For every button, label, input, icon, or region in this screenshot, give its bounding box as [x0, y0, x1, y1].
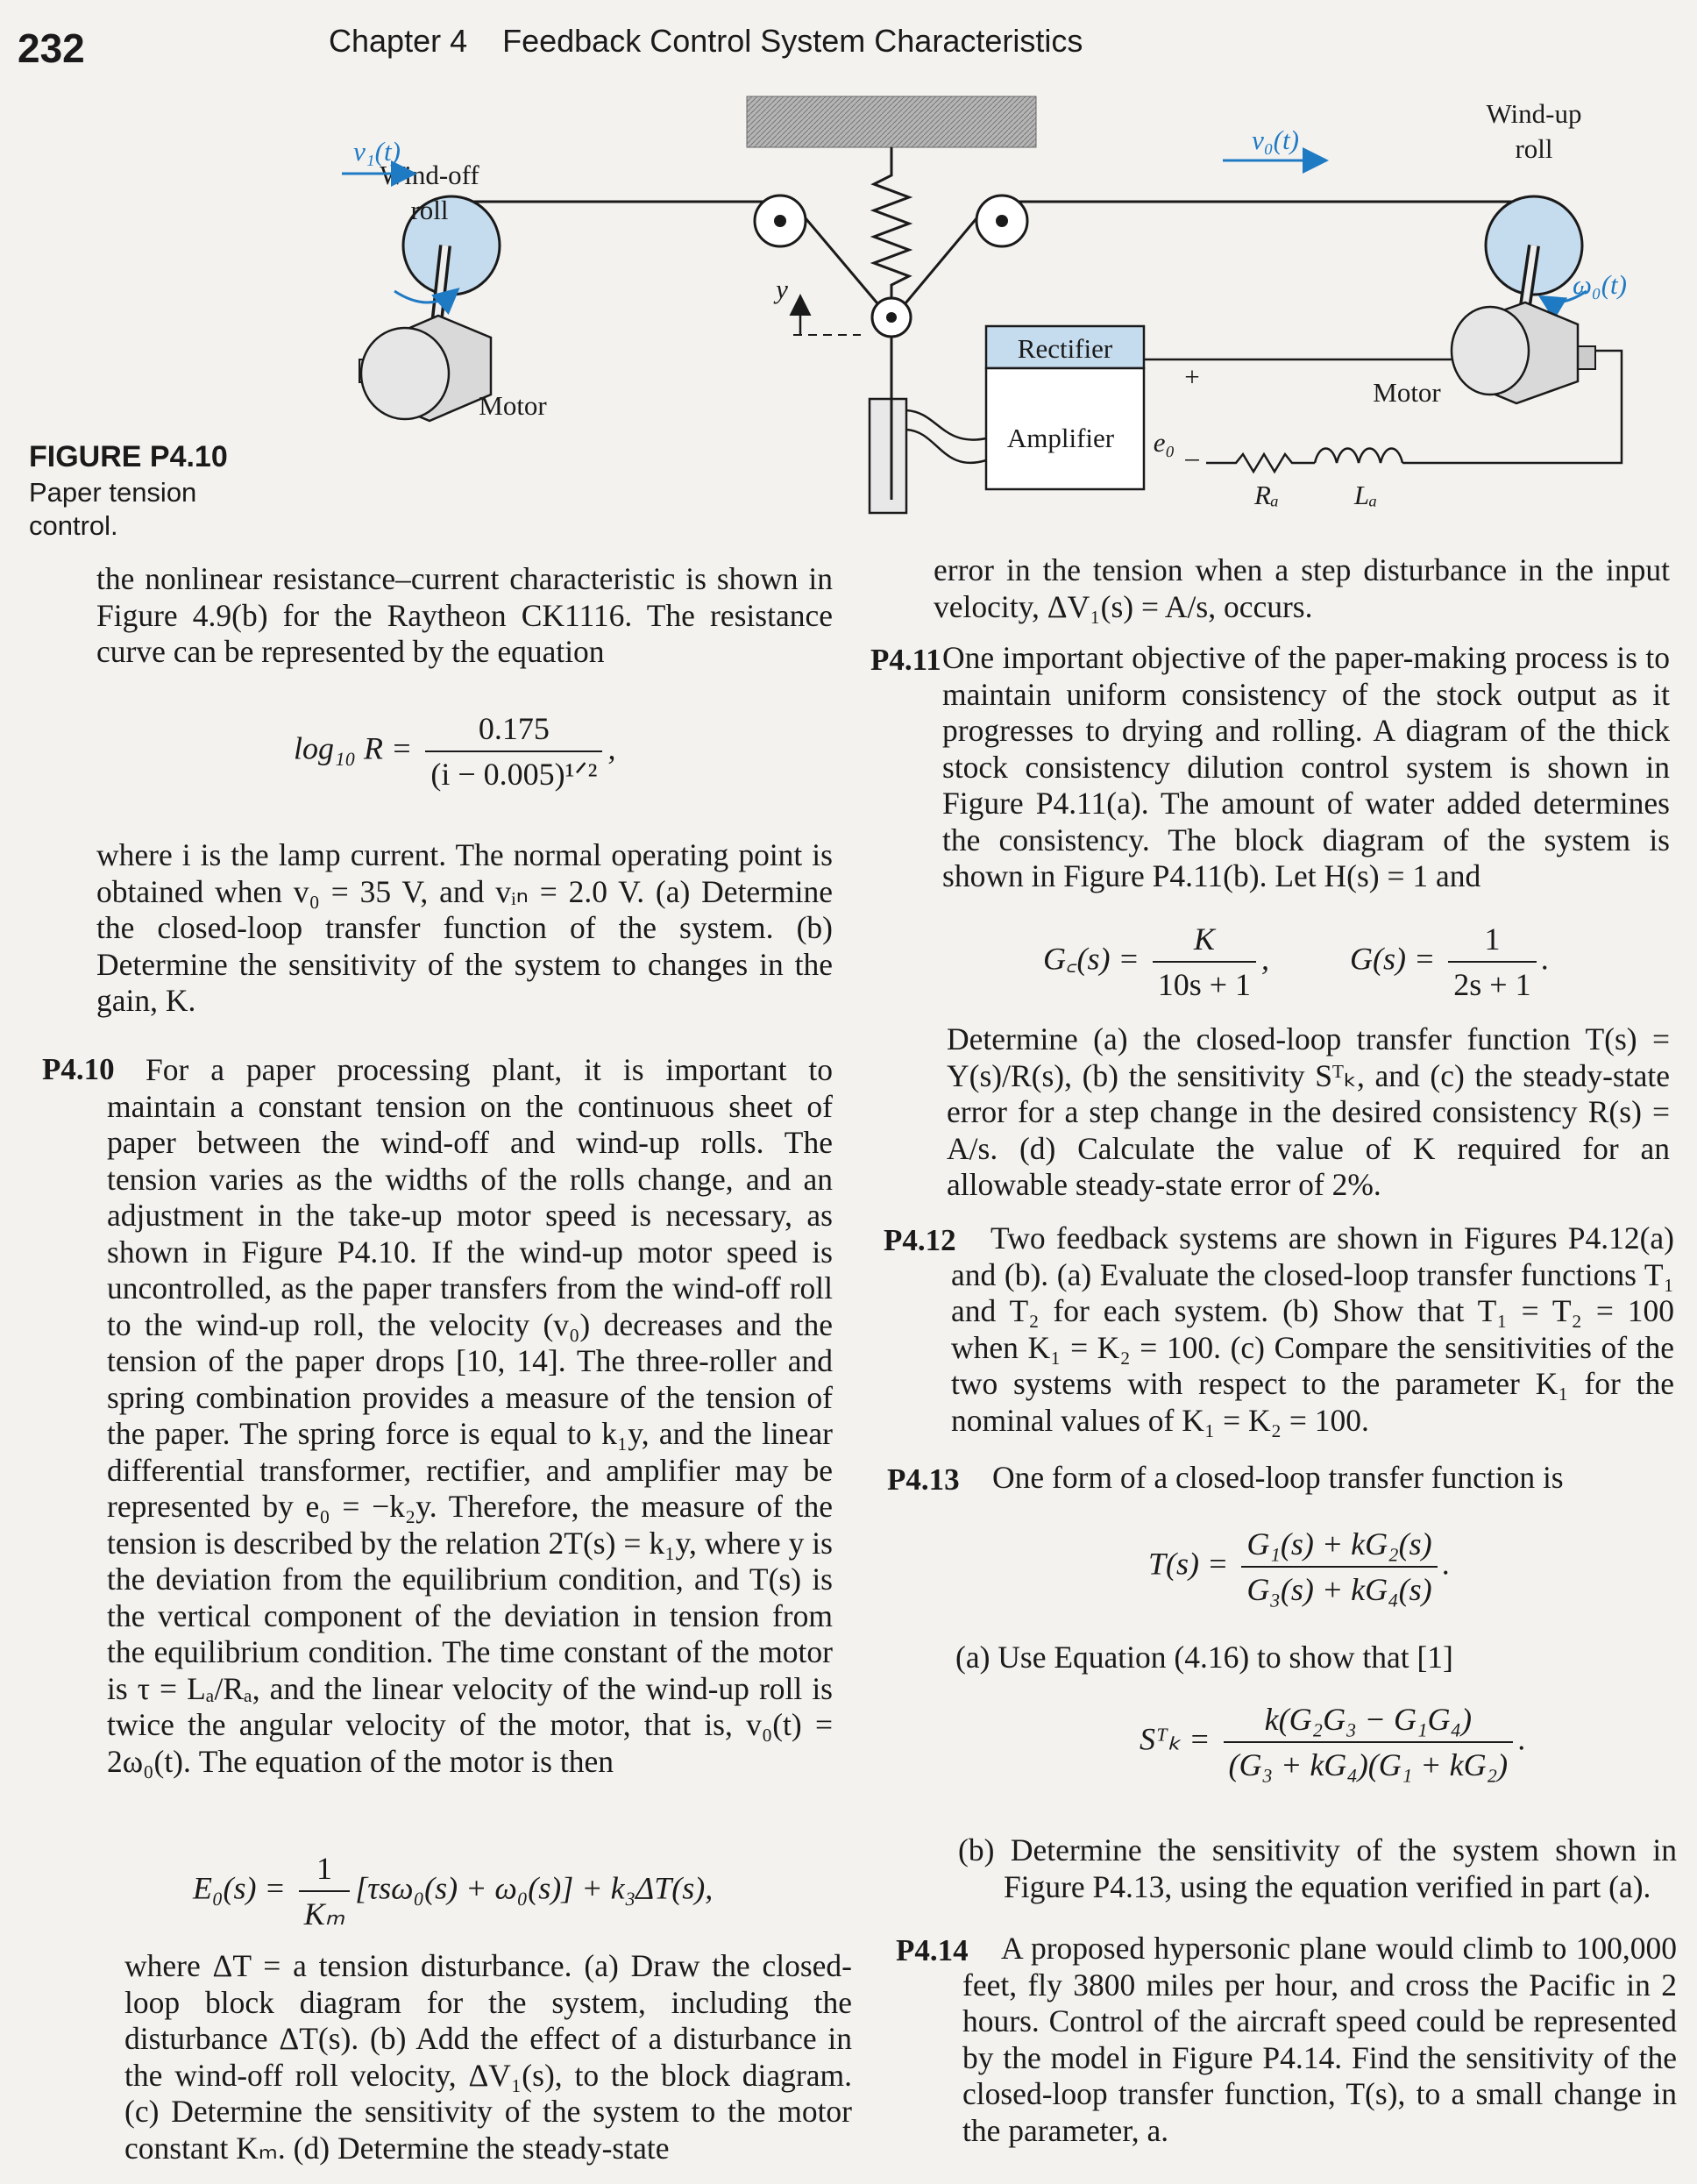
left-para-1: the nonlinear resistance–current characteristic is shown in Figure 4.9(b) for the Raytheon CK1116. The resistance curve can be represented by the equation	[96, 561, 833, 669]
equation-gc: G꜀(s) = $\frac{K}{10s + 1}$ ,	[1043, 921, 1270, 1002]
problem-label-p413: P4.13	[887, 1462, 960, 1497]
right-para-1: error in the tension when a step disturbance in the input velocity, ΔV₁(s) = A/s, occurs.	[934, 552, 1670, 624]
wind-off-label-1: Wind-off	[380, 160, 479, 190]
amplifier-label: Amplifier	[1006, 423, 1115, 453]
page-number: 232	[18, 25, 85, 71]
problem-text-p411-part2: Determine (a) the closed-loop transfer function T(s) = Y(s)/R(s), (b) the sensitivity Sᵀₖ, and (c) the steady-state error for a step change in the desired consistency R(s) = A/s. (d) Calculate the value of K required for an allowable steady-state error of 2%.	[947, 1021, 1670, 1202]
equation-motor: E₀(s) = $\frac{1}{\text{Kₘ}}$ [τsω₀(s) + ω₀(s)] + k₃ΔT(s),	[193, 1851, 714, 1931]
linear-differential-transformer	[870, 399, 906, 513]
problem-text-p412: Two feedback systems are shown in Figures P4.12(a) and (b). (a) Evaluate the closed-loop transfer functions T₁ and T₂ for each system. (b) Show that T₁ = T₂ = 100 when K₁ = K₂ = 100. (c) Compare the sensitivities of the two systems with respect to the parameter K₁ for the nominal values of K₁ = K₂ = 100.	[951, 1220, 1674, 1438]
running-head	[329, 23, 1083, 60]
right-idler-roller	[976, 196, 1027, 246]
problem-text-p414: A proposed hypersonic plane would climb to 100,000 feet, fly 3800 miles per hour, and cross the Pacific in 2 hours. Control of the aircraft speed could be represented by the model in Figure P4.14. Find the sensitivity of the closed-loop transfer function, T(s), to a small change in the parameter, a.	[962, 1931, 1677, 2148]
figure-caption: Paper tension control.	[29, 477, 197, 541]
left-idler-roller	[755, 196, 806, 246]
problem-label-p414: P4.14	[896, 1933, 969, 1967]
minus-sign: –	[1185, 442, 1199, 473]
ceiling-support	[747, 96, 1036, 147]
Ra-label: Rₐ	[1253, 480, 1280, 510]
equation-g: G(s) = $\frac{1}{2s + 1}$ .	[1350, 921, 1550, 1002]
problem-text-p413: One form of a closed-loop transfer function is	[992, 1460, 1564, 1495]
wind-off-label-2: roll	[410, 195, 449, 225]
rectifier-label: Rectifier	[1017, 333, 1113, 364]
wind-up-label-1: Wind-up	[1486, 98, 1582, 129]
e0-label: e₀	[1153, 427, 1175, 458]
wind-up-label-2: roll	[1515, 133, 1553, 164]
right-motor-label: Motor	[1373, 377, 1441, 408]
problem-p413-part-b: (b) Determine the sensitivity of the system shown in Figure P4.13, using the equation verified in part (a).	[958, 1832, 1677, 1904]
v1-label: v₁(t)	[353, 136, 401, 167]
equation-sensitivity: Sᵀₖ = $\frac{\text{k(G₂G₃ − G₁G₄)}}{\text{(G₃ + kG₄)(G₁ + kG₂)}}$ .	[1140, 1702, 1527, 1782]
left-motor-label: Motor	[479, 390, 547, 421]
problem-label-p412: P4.12	[884, 1223, 956, 1257]
dancer-roller	[872, 298, 911, 337]
figure-label: FIGURE P4.10	[29, 440, 228, 473]
problem-text-p410: For a paper processing plant, it is important to maintain a constant tension on the continuous sheet of paper between the wind-off and wind-up rolls. The tension varies as the widths of the rolls change, and an adjustment in the take-up motor speed is necessary, as shown in Figure P4.10. If the wind-up motor speed is uncontrolled, as the paper transfers from the wind-off roll to the wind-up roll, the velocity (v₀) decreases and the tension of the paper drops [10, 14]. The three-roller and spring combination provides a measure of the tension of the paper. The spring force is equal to k₁y, and the linear differential transformer, rectifier, and amplifier may be represented by e₀ = −k₂y. Therefore, the measure of the tension is described by the relation 2T(s) = k₁y, where y is the deviation from the equilibrium condition, and T(s) is the vertical component of the deviation in tension from the equilibrium condition. The time constant of the motor is τ = Lₐ/Rₐ, and the linear velocity of the wind-up roll is twice the angular velocity of the motor, that is, v₀(t) = 2ω₀(t). The equation of the motor is then	[107, 1052, 833, 1779]
equation-T: T(s) = $\frac{\text{G₁(s) + kG₂(s)}}{\text{G₃(s) + kG₄(s)}}$ .	[1148, 1526, 1451, 1607]
spring	[874, 147, 909, 311]
resistor-Ra	[1206, 454, 1315, 472]
problem-label-p410: P4.10	[42, 1052, 115, 1086]
left-para-3: where ΔT = a tension disturbance. (a) Draw the closed-loop block diagram for the system, including the disturbance ΔT(s). (b) Add the effect of a disturbance in the wind-off roll velocity, ΔV₁(s), to the block diagram. (c) Determine the sensitivity of the system to the motor constant Kₘ. (d) Determine the steady-state	[124, 1948, 852, 2166]
v0-label: v₀(t)	[1252, 124, 1299, 155]
La-label: Lₐ	[1353, 480, 1378, 510]
problem-p413-part-a: (a) Use Equation (4.16) to show that [1]	[955, 1640, 1453, 1675]
problem-label-p411: P4.11	[870, 643, 941, 677]
equation-log-resistance: log₁₀ R = $\frac{0.175}{\text{(i − 0.005)¹ᐟ²}}$ ,	[294, 711, 616, 792]
wind-off-motor	[359, 316, 491, 421]
wind-up-roll	[1486, 196, 1587, 317]
plus-sign: +	[1184, 361, 1200, 392]
inductor-La	[1315, 449, 1402, 464]
left-para-2: where i is the lamp current. The normal operating point is obtained when v₀ = 35 V, and vᵢₙ = 2.0 V. (a) Determine the closed-loop transfer function of the system. (b) Determine the sensitivity of the system to changes in the gain, K.	[96, 837, 833, 1018]
omega0-label: ω₀(t)	[1573, 269, 1627, 300]
y-label: y	[776, 274, 788, 304]
chapter-title: Feedback Control System Characteristics	[502, 23, 1083, 59]
wind-up-motor	[1452, 302, 1595, 403]
chapter-label: Chapter 4	[329, 23, 468, 59]
problem-text-p411: One important objective of the paper-making process is to maintain uniform consistency of the stock output as it progresses to drying and rolling. A diagram of the thick stock consistency dilution control system is shown in Figure P4.11(a). The amount of water added determines the consistency. The block diagram of the system is shown in Figure P4.11(b). Let H(s) = 1 and	[942, 640, 1670, 893]
paper-tension-diagram	[324, 88, 1639, 544]
